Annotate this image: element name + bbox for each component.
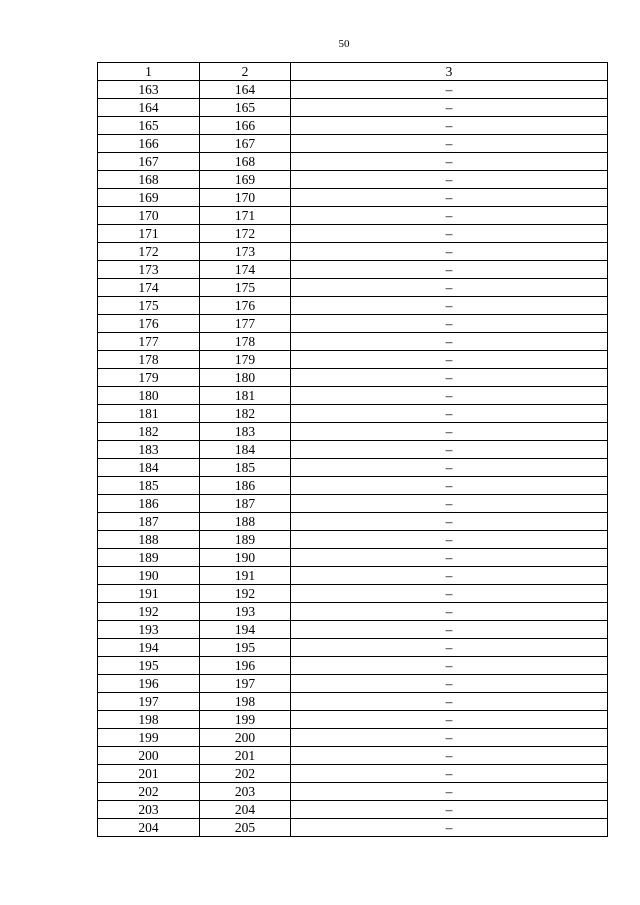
table-cell-col-2: 193 [200, 603, 291, 621]
table-cell-col-2: 196 [200, 657, 291, 675]
table-header-row [98, 63, 608, 81]
table-cell-col-1: 170 [98, 207, 200, 225]
table-cell-col-2: 191 [200, 567, 291, 585]
table-cell-col-1: 201 [98, 765, 200, 783]
table-cell-col-2: 182 [200, 405, 291, 423]
table-cell-col-3: – [291, 243, 608, 261]
table-cell-col-2: 199 [200, 711, 291, 729]
table-row [98, 225, 608, 243]
table-cell-col-1: 204 [98, 819, 200, 837]
table-cell-col-3: – [291, 99, 608, 117]
table-cell-col-2: 165 [200, 99, 291, 117]
table-row [98, 99, 608, 117]
table-row [98, 639, 608, 657]
table-cell-col-1: 176 [98, 315, 200, 333]
table-cell-col-3: – [291, 603, 608, 621]
table-cell-col-1: 179 [98, 369, 200, 387]
column-header-3: 3 [291, 63, 608, 81]
table-cell-col-2: 178 [200, 333, 291, 351]
page-number: 50 [338, 38, 350, 50]
table-cell-col-1: 174 [98, 279, 200, 297]
table-cell-col-1: 183 [98, 441, 200, 459]
table-cell-col-2: 187 [200, 495, 291, 513]
table-cell-col-2: 166 [200, 117, 291, 135]
table-cell-col-2: 167 [200, 135, 291, 153]
table-cell-col-3: – [291, 207, 608, 225]
table-row [98, 405, 608, 423]
table-cell-col-3: – [291, 81, 608, 99]
table-cell-col-2: 176 [200, 297, 291, 315]
table-row [98, 279, 608, 297]
table-cell-col-3: – [291, 675, 608, 693]
table-row [98, 531, 608, 549]
table-cell-col-2: 183 [200, 423, 291, 441]
table-cell-col-2: 175 [200, 279, 291, 297]
table-cell-col-1: 192 [98, 603, 200, 621]
table-cell-col-3: – [291, 261, 608, 279]
table-row [98, 729, 608, 747]
table-row [98, 117, 608, 135]
table-cell-col-1: 178 [98, 351, 200, 369]
table-cell-col-2: 171 [200, 207, 291, 225]
table-body [98, 81, 608, 837]
table-cell-col-2: 197 [200, 675, 291, 693]
table-cell-col-3: – [291, 423, 608, 441]
table-row [98, 621, 608, 639]
table-cell-col-1: 166 [98, 135, 200, 153]
table-cell-col-3: – [291, 765, 608, 783]
table-cell-col-1: 167 [98, 153, 200, 171]
table-row [98, 387, 608, 405]
table-row [98, 495, 608, 513]
table-cell-col-1: 199 [98, 729, 200, 747]
table-row [98, 441, 608, 459]
table-cell-col-1: 186 [98, 495, 200, 513]
table-cell-col-3: – [291, 819, 608, 837]
table-cell-col-3: – [291, 657, 608, 675]
table-cell-col-1: 168 [98, 171, 200, 189]
table-cell-col-1: 196 [98, 675, 200, 693]
table-cell-col-3: – [291, 441, 608, 459]
table-row [98, 693, 608, 711]
table-cell-col-2: 179 [200, 351, 291, 369]
table-cell-col-3: – [291, 171, 608, 189]
table-cell-col-3: – [291, 783, 608, 801]
table-cell-col-1: 173 [98, 261, 200, 279]
table-row [98, 351, 608, 369]
table-cell-col-3: – [291, 711, 608, 729]
table-row [98, 261, 608, 279]
table-cell-col-3: – [291, 747, 608, 765]
table-cell-col-2: 205 [200, 819, 291, 837]
table-cell-col-3: – [291, 531, 608, 549]
table-cell-col-3: – [291, 567, 608, 585]
table-cell-col-2: 204 [200, 801, 291, 819]
table-cell-col-2: 172 [200, 225, 291, 243]
table-cell-col-3: – [291, 549, 608, 567]
table-cell-col-3: – [291, 117, 608, 135]
table-row [98, 585, 608, 603]
table-cell-col-2: 190 [200, 549, 291, 567]
table-row [98, 513, 608, 531]
table-cell-col-3: – [291, 315, 608, 333]
table-cell-col-1: 189 [98, 549, 200, 567]
table-cell-col-2: 194 [200, 621, 291, 639]
table-row [98, 297, 608, 315]
table-cell-col-1: 182 [98, 423, 200, 441]
table-cell-col-3: – [291, 495, 608, 513]
table-cell-col-3: – [291, 153, 608, 171]
table-cell-col-1: 164 [98, 99, 200, 117]
table-cell-col-3: – [291, 513, 608, 531]
table-cell-col-1: 198 [98, 711, 200, 729]
data-table [97, 62, 608, 837]
table-cell-col-3: – [291, 585, 608, 603]
table-row [98, 315, 608, 333]
table-row [98, 171, 608, 189]
table-row [98, 675, 608, 693]
table-cell-col-2: 198 [200, 693, 291, 711]
table-cell-col-2: 188 [200, 513, 291, 531]
table-row [98, 747, 608, 765]
table-cell-col-3: – [291, 369, 608, 387]
table-row [98, 333, 608, 351]
table-row [98, 243, 608, 261]
table-cell-col-2: 181 [200, 387, 291, 405]
column-header-1: 1 [98, 63, 200, 81]
table-cell-col-1: 197 [98, 693, 200, 711]
table-row [98, 135, 608, 153]
table-cell-col-2: 184 [200, 441, 291, 459]
table-cell-col-3: – [291, 405, 608, 423]
table-cell-col-2: 173 [200, 243, 291, 261]
table-row [98, 369, 608, 387]
table-cell-col-2: 195 [200, 639, 291, 657]
table-cell-col-1: 180 [98, 387, 200, 405]
table-cell-col-3: – [291, 459, 608, 477]
table-row [98, 459, 608, 477]
table-cell-col-3: – [291, 801, 608, 819]
table-cell-col-3: – [291, 729, 608, 747]
table-row [98, 189, 608, 207]
table-cell-col-1: 163 [98, 81, 200, 99]
table-cell-col-2: 164 [200, 81, 291, 99]
table-cell-col-1: 187 [98, 513, 200, 531]
table-cell-col-2: 185 [200, 459, 291, 477]
table-row [98, 801, 608, 819]
table-row [98, 603, 608, 621]
table-row [98, 765, 608, 783]
table-cell-col-1: 169 [98, 189, 200, 207]
table-row [98, 81, 608, 99]
table-cell-col-3: – [291, 693, 608, 711]
table-cell-col-1: 195 [98, 657, 200, 675]
table-cell-col-1: 203 [98, 801, 200, 819]
table-cell-col-2: 200 [200, 729, 291, 747]
table-row [98, 153, 608, 171]
table-row [98, 819, 608, 837]
table-cell-col-3: – [291, 333, 608, 351]
table-cell-col-3: – [291, 225, 608, 243]
table-cell-col-2: 192 [200, 585, 291, 603]
table-cell-col-1: 172 [98, 243, 200, 261]
table-cell-col-3: – [291, 135, 608, 153]
table-cell-col-2: 202 [200, 765, 291, 783]
table-cell-col-3: – [291, 351, 608, 369]
table-cell-col-1: 193 [98, 621, 200, 639]
table-row [98, 711, 608, 729]
table-cell-col-1: 171 [98, 225, 200, 243]
table-cell-col-1: 177 [98, 333, 200, 351]
table-cell-col-1: 175 [98, 297, 200, 315]
table-cell-col-3: – [291, 639, 608, 657]
table-cell-col-1: 202 [98, 783, 200, 801]
table-cell-col-2: 201 [200, 747, 291, 765]
table-cell-col-3: – [291, 621, 608, 639]
table-cell-col-3: – [291, 297, 608, 315]
table-row [98, 783, 608, 801]
table-cell-col-2: 169 [200, 171, 291, 189]
table-cell-col-1: 184 [98, 459, 200, 477]
table-cell-col-1: 185 [98, 477, 200, 495]
table-cell-col-2: 170 [200, 189, 291, 207]
table-cell-col-1: 181 [98, 405, 200, 423]
table-row [98, 657, 608, 675]
table-cell-col-2: 186 [200, 477, 291, 495]
table-cell-col-2: 168 [200, 153, 291, 171]
table-row [98, 207, 608, 225]
table-cell-col-2: 177 [200, 315, 291, 333]
table-cell-col-1: 190 [98, 567, 200, 585]
table-cell-col-2: 189 [200, 531, 291, 549]
table-cell-col-3: – [291, 387, 608, 405]
table-row [98, 477, 608, 495]
table-row [98, 423, 608, 441]
table-row [98, 549, 608, 567]
table-cell-col-2: 203 [200, 783, 291, 801]
table-cell-col-3: – [291, 477, 608, 495]
table-cell-col-2: 180 [200, 369, 291, 387]
table-cell-col-1: 200 [98, 747, 200, 765]
column-header-2: 2 [200, 63, 291, 81]
table-cell-col-1: 194 [98, 639, 200, 657]
table-cell-col-1: 165 [98, 117, 200, 135]
table-cell-col-2: 174 [200, 261, 291, 279]
table-cell-col-1: 188 [98, 531, 200, 549]
table-cell-col-3: – [291, 189, 608, 207]
table-cell-col-3: – [291, 279, 608, 297]
table-row [98, 567, 608, 585]
table-cell-col-1: 191 [98, 585, 200, 603]
